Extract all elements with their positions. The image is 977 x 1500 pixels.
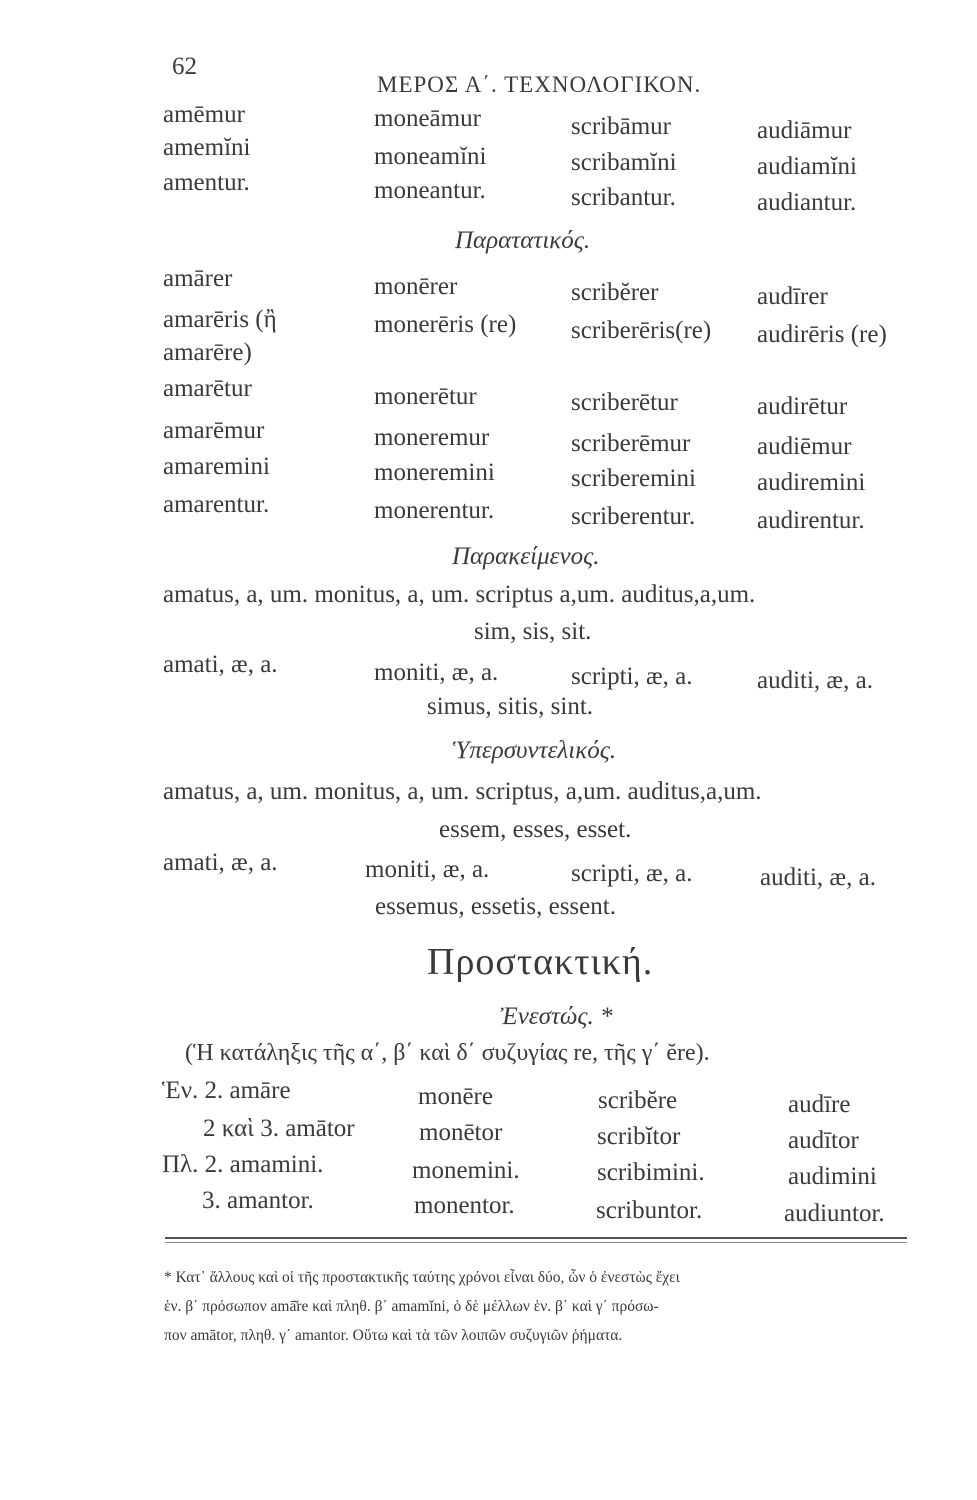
- word: amentur.: [163, 169, 250, 196]
- word: monētor: [419, 1119, 503, 1146]
- word: scribimini.: [597, 1159, 705, 1186]
- word: scripti, æ, a.: [571, 860, 693, 887]
- word: 2 καὶ 3. amātor: [203, 1115, 355, 1142]
- word: audīre: [788, 1091, 851, 1118]
- word: scriberemini: [571, 465, 696, 492]
- word: amarēris (ἢ: [163, 306, 277, 333]
- word: scripti, æ, a.: [571, 663, 693, 690]
- footnote-divider: [165, 1237, 907, 1239]
- word: moneāmur: [374, 105, 481, 132]
- perfect-aux-1: sim, sis, sit.: [474, 618, 592, 645]
- word: audiuntor.: [784, 1200, 885, 1227]
- word: monerentur.: [374, 497, 495, 524]
- footnote-divider-thin: [165, 1242, 907, 1243]
- word: scribĕrer: [571, 279, 659, 306]
- word: amati, æ, a.: [163, 651, 278, 678]
- word: scriberētur: [571, 389, 678, 416]
- word: amarēmur: [163, 417, 265, 444]
- word: scriberentur.: [571, 503, 696, 530]
- word: amarēre): [163, 339, 252, 366]
- word: monērer: [374, 273, 458, 300]
- running-title: ΜΕΡΟΣ Α΄. ΤΕΧΝΟΛΟΓΙΚΟΝ.: [377, 72, 702, 97]
- word: scribĭtor: [597, 1123, 681, 1150]
- word: audirentur.: [757, 507, 865, 534]
- word: scribantur.: [571, 184, 676, 211]
- word: moneantur.: [374, 177, 486, 204]
- perfect-aux-2: simus, sitis, sint.: [427, 693, 594, 720]
- word: audiremini: [757, 469, 866, 496]
- word: audiamĭni: [757, 153, 857, 180]
- word: scribuntor.: [596, 1197, 703, 1224]
- word: moneamĭni: [374, 143, 487, 170]
- word: scribamĭni: [571, 149, 677, 176]
- word: moniti, æ, a.: [365, 856, 490, 883]
- word: scriberēmur: [571, 430, 691, 457]
- word: monemini.: [412, 1157, 520, 1184]
- word: scribĕre: [598, 1087, 678, 1114]
- word: audiantur.: [757, 189, 857, 216]
- section-subheading-present: Ἐνεστώς. *: [500, 1003, 613, 1030]
- word: scriberēris(re): [571, 317, 712, 344]
- word: monerēris (re): [374, 311, 517, 338]
- section-heading-perfect: Παρακείμενος.: [452, 543, 600, 570]
- section-heading-imperfect: Παρατατικός.: [455, 227, 591, 254]
- word: moneremur: [374, 424, 490, 451]
- pluperfect-aux-1: essem, esses, esset.: [439, 816, 632, 843]
- page-number: 62: [172, 53, 197, 80]
- word: 3. amantor.: [202, 1187, 314, 1214]
- imperative-note: (Ἡ κατάληξις τῆς α΄, β΄ καὶ δ΄ συζυγίας re, τῆς γ΄ ĕre).: [185, 1040, 710, 1066]
- pluperfect-line-1: amatus, a, um. monitus, a, um. scriptus, a,um. auditus,a,um.: [163, 778, 762, 805]
- word: audiēmur: [757, 433, 852, 460]
- word: amārer: [163, 265, 233, 292]
- word: audirēris (re): [757, 321, 887, 348]
- word: monerētur: [374, 383, 477, 410]
- word: Ἑν. 2. amāre: [162, 1077, 291, 1104]
- section-heading-imperative: Προστακτική.: [427, 941, 654, 983]
- word: moniti, æ, a.: [374, 659, 499, 686]
- perfect-line-1: amatus, a, um. monitus, a, um. scriptus a,um. auditus,a,um.: [163, 581, 756, 608]
- word: monēre: [418, 1083, 493, 1110]
- footnote-line: πον amātor, πληθ. γ΄ amantor. Οὕτω καὶ τὰ τῶν λοιπῶν συζυγιῶν ῥήματα.: [164, 1327, 623, 1344]
- word: amati, æ, a.: [163, 849, 278, 876]
- word: audīrer: [757, 283, 828, 310]
- word: moneremini: [374, 459, 495, 486]
- word: amarētur: [163, 375, 252, 402]
- word: monentor.: [414, 1192, 515, 1219]
- footnote-line: ἑν. β΄ πρόσωπον amā̆re καὶ πληθ. β΄ amamĭni, ὁ δὲ μέλλων ἑν. β΄ καὶ γ΄ πρόσω-: [164, 1298, 659, 1315]
- word: Πλ. 2. amamini.: [162, 1151, 324, 1178]
- word: amaremini: [163, 453, 270, 480]
- word: amemĭni: [163, 134, 251, 161]
- word: audiāmur: [757, 117, 852, 144]
- word: audirētur: [757, 393, 848, 420]
- word: auditi, æ, a.: [760, 864, 876, 891]
- footnote-line: * Κατ᾽ ἄλλους καὶ οἱ τῆς προστακτικῆς ταύτης χρόνοι εἶναι δύο, ὧν ὁ ἐνεστὼς ἔχει: [164, 1269, 680, 1286]
- word: audītor: [788, 1127, 859, 1154]
- word: auditi, æ, a.: [757, 667, 873, 694]
- word: amēmur: [163, 101, 245, 128]
- section-heading-pluperfect: Ὑπερσυντελικός.: [453, 737, 617, 764]
- word: amarentur.: [163, 491, 270, 518]
- word: audimini: [788, 1163, 877, 1190]
- word: scribāmur: [571, 113, 671, 140]
- pluperfect-aux-2: essemus, essetis, essent.: [375, 893, 616, 920]
